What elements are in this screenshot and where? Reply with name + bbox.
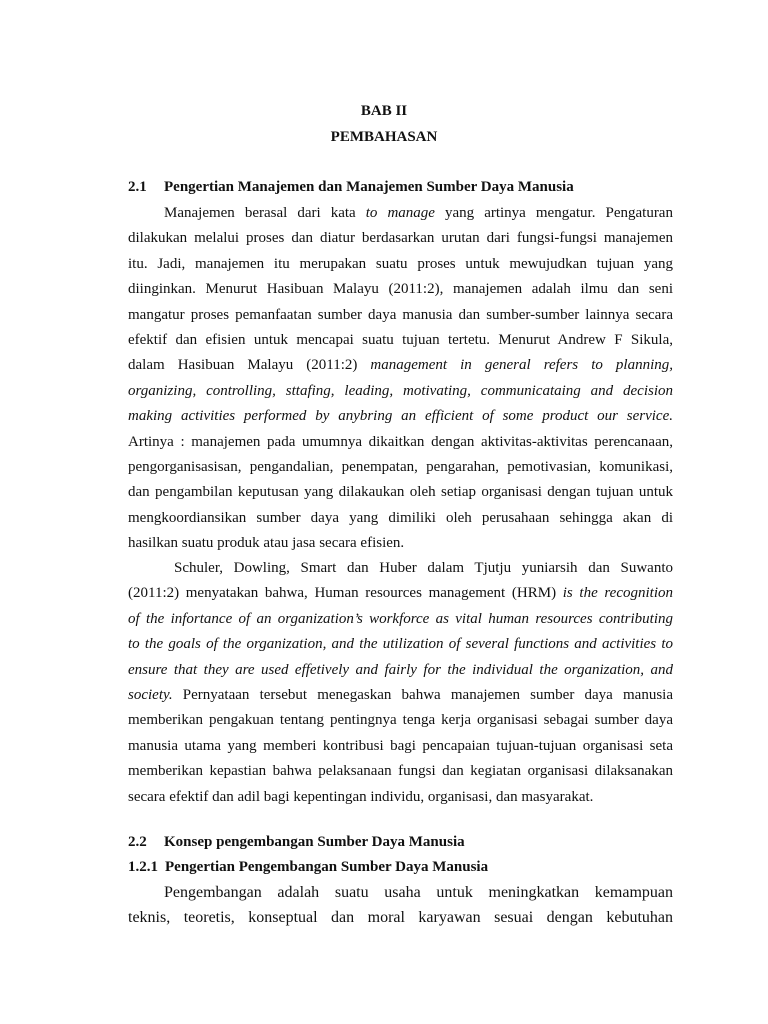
- text-line: teknis, teoretis, konseptual dan moral karyawan sesuai dengan kebutuhan: [128, 909, 673, 926]
- text-line: itu. Jadi, manajemen itu merupakan suatu proses untuk mewujudkan tujuan yang: [128, 255, 673, 272]
- italic-term: to manage: [365, 205, 435, 221]
- text-line: Pengembangan adalah suatu usaha untuk meningkatkan kemampuan: [164, 884, 673, 901]
- text-line: memberikan pengakuan tentang pentingnya tenga kerja organisasi sebagai sumber daya: [128, 712, 673, 729]
- italic-quote: management in general refers to planning,: [370, 357, 673, 374]
- paragraph-hrm-definition: [128, 556, 673, 810]
- text-line: Schuler, Dowling, Smart dan Huber dalam Tjutju yuniarsih dan Suwanto: [174, 560, 673, 576]
- text-line: Artinya : manajemen pada umumnya dikaitkan dengan aktivitas-aktivitas perencanaan,: [128, 433, 673, 450]
- text-line: society. Pernyataan tersebut menegaskan bahwa manajemen sumber daya manusia: [128, 686, 673, 703]
- text-line: [128, 658, 673, 683]
- paragraph-development-definition: [128, 880, 673, 930]
- text-line: mangatur proses pemanfaatan sumber daya manusia dan sumber-sumber lainnya secara: [128, 306, 673, 323]
- text-line: dalam Hasibuan Malayu (2011:2) management in general refers to planning,: [128, 357, 673, 374]
- chapter-label: BAB II: [360, 103, 408, 119]
- italic-quote: of the infortance of an organization’s workforce as vital human resources contributing: [128, 610, 673, 627]
- text-line: [128, 379, 673, 404]
- text-line: secara efektif dan adil bagi kepentingan individu, organisasi, dan masyarakat.: [128, 788, 594, 805]
- text-line: manusia utama yang memberi kontribusi bagi pencapaian tujuan-tujuan organisasi seta: [128, 737, 673, 754]
- text-line: mengkoordiansikan sumber daya yang dimiliki oleh perusahaan sehingga akan di: [128, 509, 673, 526]
- section-number: 2.2: [128, 834, 147, 850]
- text-line: dilakukan melalui proses dan diatur berdasarkan urutan dari fungsi-fungsi manajemen: [128, 230, 673, 247]
- text-line: diinginkan. Menurut Hasibuan Malayu (2011:2), manajemen adalah ilmu dan seni: [128, 281, 673, 298]
- text-line: [128, 632, 673, 657]
- text-line: (2011:2) menyatakan bahwa, Human resources management (HRM) is the recognition: [128, 585, 673, 602]
- text-line: [128, 404, 673, 429]
- section-heading-2-2: [128, 834, 465, 851]
- italic-quote: is the recognition: [562, 585, 673, 602]
- section-title: Pengertian Manajemen dan Manajemen Sumber Daya Manusia: [164, 179, 574, 195]
- section-title: Konsep pengembangan Sumber Daya Manusia: [164, 834, 465, 850]
- text-line: hasilkan suatu produk atau jasa secara efisien.: [128, 535, 405, 552]
- italic-quote: to the goals of the organization, and the utilization of several functions and activities to: [128, 636, 673, 653]
- section-number: 2.1: [128, 179, 147, 195]
- text-line: pengorganisasisan, pengandalian, penempatan, pengarahan, pemotivasian, komunikasi,: [128, 458, 673, 475]
- paragraph-management-definition: [128, 201, 673, 556]
- section-title: Pengertian Pengembangan Sumber Daya Manusia: [165, 859, 489, 875]
- italic-quote: organizing, controlling, sttafing, leading, motivating, communicataing and decision: [128, 382, 673, 399]
- text-line: efektif dan efisien untuk mencapai suatu tujuan tertetu. Menurut Andrew F Sikula,: [128, 331, 673, 348]
- italic-quote: society.: [128, 686, 173, 703]
- chapter-title: PEMBAHASAN: [330, 129, 438, 145]
- section-heading-2-1: [128, 179, 574, 196]
- text-line: memberikan kepastian bahwa pelaksanaan fungsi dan kegiatan organisasi dilaksanakan: [128, 763, 673, 780]
- text-line: [128, 607, 673, 632]
- text-line: dan pengambilan keputusan yang dilakaukan oleh setiap organisasi dengan tujuan untuk: [128, 484, 673, 501]
- subsection-heading-1-2-1: [128, 859, 488, 876]
- section-number: 1.2.1: [128, 859, 158, 875]
- text-line: Manajemen berasal dari kata to manage yang artinya mengatur. Pengaturan: [164, 205, 673, 221]
- italic-quote: making activities performed by anybring an efficient of some product our service.: [128, 408, 673, 425]
- italic-quote: ensure that they are used effetively and fairly for the individual the organization, and: [128, 661, 673, 678]
